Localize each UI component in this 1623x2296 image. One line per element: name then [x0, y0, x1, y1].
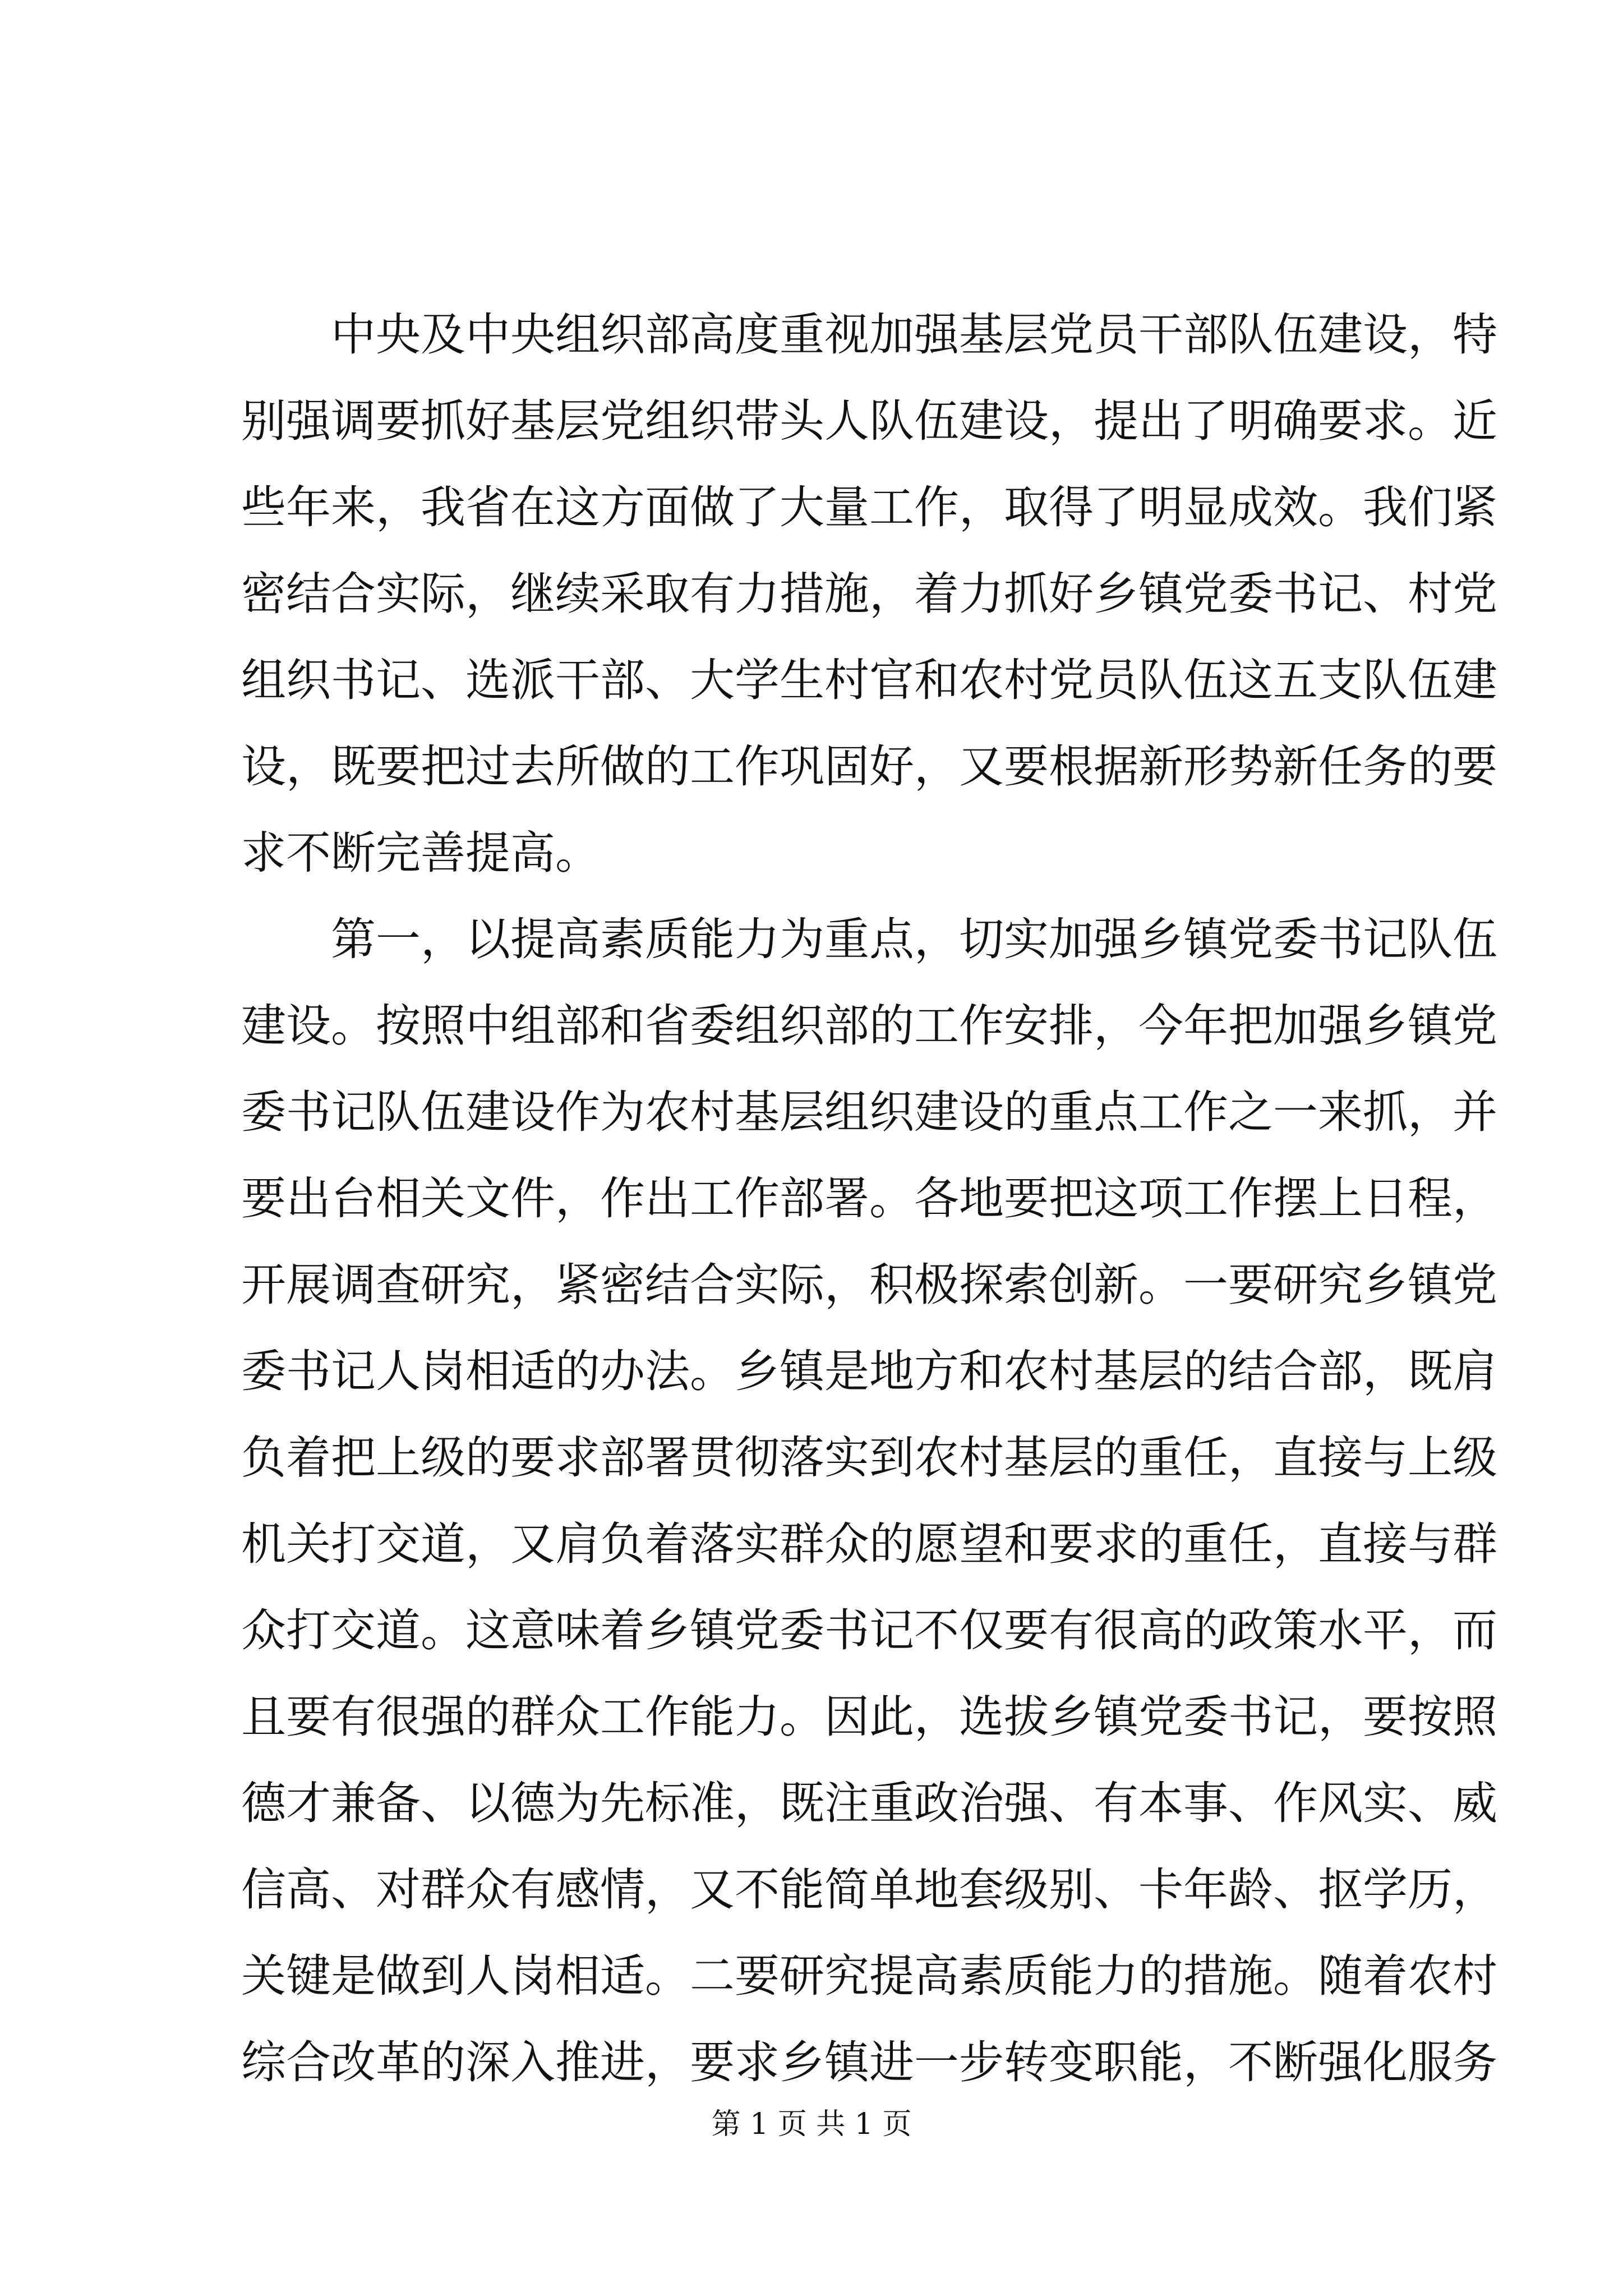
- paragraph-1-line-1: 中央及中央组织部高度重视加强基层党员干部队伍建设，特: [331, 309, 1497, 361]
- paragraph-2-line-11: 德才兼备、以德为先标准，既注重政治强、有本事、作风实、威: [241, 1777, 1497, 1829]
- paragraph-2-line-4: 要出台相关文件，作出工作部署。各地要把这项工作摆上日程，: [241, 1172, 1497, 1225]
- paragraph-1-line-4: 密结合实际，继续采取有力措施，着力抓好乡镇党委书记、村党: [241, 568, 1497, 620]
- paragraph-2-line-9: 众打交道。这意味着乡镇党委书记不仅要有很高的政策水平，而: [241, 1604, 1497, 1657]
- body-text: [241, 292, 1497, 2106]
- paragraph-1-line-2: 别强调要抓好基层党组织带头人队伍建设，提出了明确要求。近: [241, 395, 1497, 447]
- paragraph-2-line-12: 信高、对群众有感情，又不能简单地套级别、卡年龄、抠学历，: [241, 1864, 1497, 1916]
- paragraph-2-line-10: 且要有很强的群众工作能力。因此，选拔乡镇党委书记，要按照: [241, 1691, 1497, 1743]
- paragraph-1-line-7: 求不断完善提高。: [241, 827, 600, 879]
- paragraph-1-line-6: 设，既要把过去所做的工作巩固好，又要根据新形势新任务的要: [241, 740, 1497, 793]
- paragraph-2-line-1: 第一，以提高素质能力为重点，切实加强乡镇党委书记队伍: [331, 913, 1497, 965]
- paragraph-1-line-3: 些年来，我省在这方面做了大量工作，取得了明显成效。我们紧: [241, 481, 1497, 533]
- paragraph-2-line-3: 委书记队伍建设作为农村基层组织建设的重点工作之一来抓，并: [241, 1086, 1497, 1138]
- paragraph-2-line-2: 建设。按照中组部和省委组织部的工作安排，今年把加强乡镇党: [241, 1000, 1497, 1052]
- paragraph-2-line-14: 综合改革的深入推进，要求乡镇进一步转变职能，不断强化服务: [241, 2036, 1497, 2088]
- paragraph-1-line-5: 组织书记、选派干部、大学生村官和农村党员队伍这五支队伍建: [241, 654, 1497, 706]
- paragraph-2-line-6: 委书记人岗相适的办法。乡镇是地方和农村基层的结合部，既肩: [241, 1345, 1497, 1397]
- paragraph-2-line-7: 负着把上级的要求部署贯彻落实到农村基层的重任，直接与上级: [241, 1432, 1497, 1484]
- paragraph-2-line-8: 机关打交道，又肩负着落实群众的愿望和要求的重任，直接与群: [241, 1518, 1497, 1570]
- page-number-footer: 第 1 页 共 1 页: [711, 2108, 912, 2141]
- paragraph-2-line-5: 开展调查研究，紧密结合实际，积极探索创新。一要研究乡镇党: [241, 1259, 1497, 1311]
- paragraph-2-line-13: 关键是做到人岗相适。二要研究提高素质能力的措施。随着农村: [241, 1950, 1497, 2002]
